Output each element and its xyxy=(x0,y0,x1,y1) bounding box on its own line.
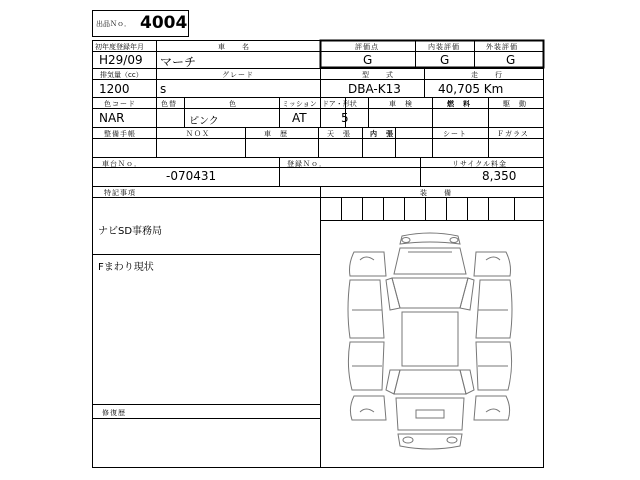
transmission-label: ミッション xyxy=(282,100,317,108)
score-label: 評価点 xyxy=(355,43,379,51)
exterior-score-value: G xyxy=(506,53,516,67)
color-label: 色 xyxy=(229,100,237,108)
color-code-label: 色コード xyxy=(104,100,136,108)
doors-label: ドア・形状 xyxy=(322,100,357,108)
mileage-value: 40,705 Km xyxy=(438,82,504,96)
mileage-label: 走 行 xyxy=(471,71,503,79)
interior-score-value: G xyxy=(440,53,450,67)
inspection-label: 車 検 xyxy=(389,100,413,108)
front-glass-label: Ｆガラス xyxy=(497,130,529,138)
car-name-value: マーチ xyxy=(160,55,197,69)
car-name-label: 車 名 xyxy=(218,43,250,51)
color-code-value: NAR xyxy=(99,111,125,125)
displacement-value: 1200 xyxy=(99,82,130,96)
color-value: ピンク xyxy=(189,116,219,127)
notes-line-1: ナビSD事務局 xyxy=(98,226,163,237)
repair-history-label: 修復歴 xyxy=(102,409,126,417)
interior-roof-label: 内 張 xyxy=(370,130,394,138)
color-swap-label: 色替 xyxy=(161,100,177,108)
entry-number-label: 出品Ｎｏ． xyxy=(96,20,131,28)
equipment-label: 装 備 xyxy=(420,189,452,197)
history-label: 車 歴 xyxy=(264,130,288,138)
chassis-no-label: 車台Ｎｏ． xyxy=(102,160,142,168)
reg-year-value: H29/09 xyxy=(99,53,143,67)
reg-year-label: 初年度登録年月 xyxy=(95,43,144,51)
score-value: G xyxy=(363,53,373,67)
fuel-label: 燃 料 xyxy=(447,100,471,108)
doors-value: 5 xyxy=(341,111,349,125)
sunroof-label: 天 張 xyxy=(327,130,351,138)
nox-label: ＮＯＸ xyxy=(186,130,210,138)
maintenance-book-label: 整備手帳 xyxy=(104,130,136,138)
entry-number: 4004 xyxy=(140,13,188,33)
notes-label: 特記事項 xyxy=(104,189,136,197)
model-label: 型 式 xyxy=(362,71,394,79)
displacement-label: 排気量（cc） xyxy=(100,71,143,79)
grade-value: s xyxy=(160,82,167,96)
transmission-value: AT xyxy=(292,111,307,125)
registration-no-label: 登録Ｎｏ． xyxy=(287,160,327,168)
recycle-fee-value: 8,350 xyxy=(482,169,517,183)
exterior-score-label: 外装評価 xyxy=(486,43,518,51)
notes-line-2: Fまわり現状 xyxy=(98,262,154,273)
seat-label: シート xyxy=(443,130,467,138)
grade-label: グレード xyxy=(222,71,254,79)
chassis-no-value: -070431 xyxy=(166,169,217,183)
vehicle-condition-diagram xyxy=(330,230,530,462)
interior-score-label: 内装評価 xyxy=(428,43,460,51)
drive-label: 駆 動 xyxy=(503,100,527,108)
model-value: DBA-K13 xyxy=(348,82,401,96)
recycle-fee-label: リサイクル料金 xyxy=(452,160,508,168)
